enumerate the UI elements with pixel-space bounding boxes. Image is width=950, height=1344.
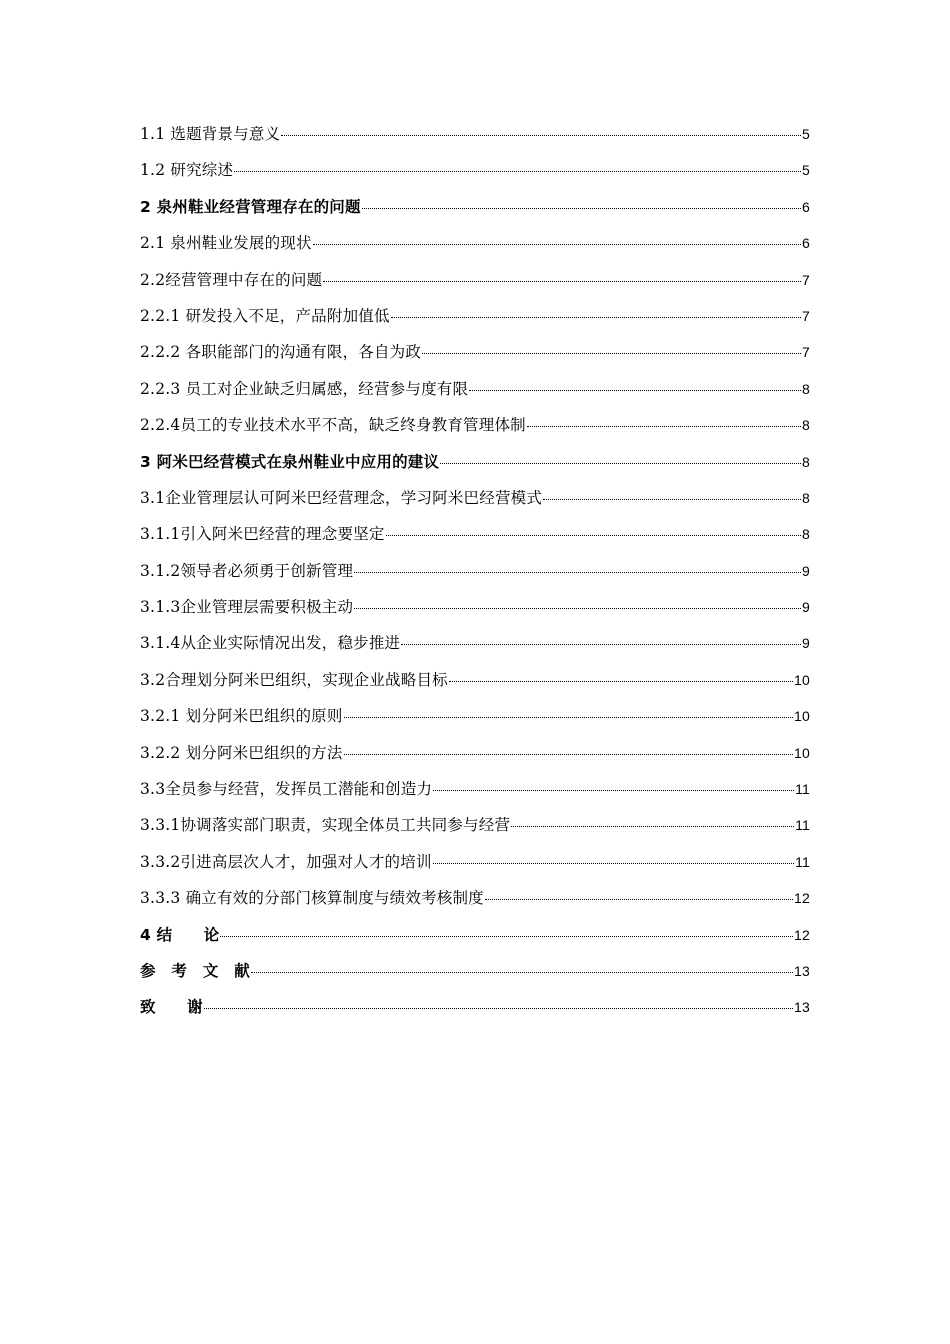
dot-leader [234,171,801,172]
toc-entry-title: 3.1.4从企业实际情况出发，稳步推进 [140,634,401,653]
toc-entry[interactable] [140,231,810,267]
dot-leader [485,899,793,900]
toc-entry-page: 8 [802,489,810,506]
toc-entry-title: 3.3.3 确立有效的分部门核算制度与绩效考核制度 [140,889,484,908]
toc-entry[interactable] [140,158,810,194]
toc-entry-title: 3.2.2 划分阿米巴组织的方法 [140,743,343,762]
toc-entry-page: 9 [802,562,810,579]
dot-leader [391,317,801,318]
dot-leader [433,863,794,864]
toc-entry[interactable] [140,631,810,667]
toc-entry-title: 1.1 选题背景与意义 [140,125,281,143]
toc-entry[interactable] [140,777,810,813]
toc-entry-title: 3.1.2领导者必须勇于创新管理 [140,561,354,580]
toc-entry[interactable] [140,413,810,449]
toc-entry-page: 13 [794,962,810,979]
table-of-contents [140,122,810,1032]
toc-entry-title: 3.1.3企业管理层需要积极主动 [140,598,354,617]
dot-leader [313,244,801,245]
toc-entry-page: 11 [795,853,810,870]
toc-entry-page: 9 [802,635,810,652]
toc-entry-page: 5 [802,126,810,142]
toc-entry-page: 7 [802,271,810,288]
toc-entry[interactable] [140,522,810,558]
toc-entry-page: 5 [802,162,810,179]
toc-entry[interactable] [140,595,810,631]
dot-leader [344,717,793,718]
dot-leader [323,281,801,282]
toc-entry-title: 3.1.1引入阿米巴经营的理念要坚定 [140,525,385,544]
toc-entry-title: 致 谢 [140,998,203,1017]
dot-leader [344,754,793,755]
toc-entry-title: 1.2 研究综述 [140,161,234,180]
toc-entry-page: 10 [794,744,810,761]
dot-leader [362,208,801,209]
toc-entry-title: 2.2.1 研发投入不足，产品附加值低 [140,306,390,325]
dot-leader [527,426,801,427]
toc-entry-title: 3.3全员参与经营，发挥员工潜能和创造力 [140,780,433,799]
toc-entry[interactable] [140,850,810,886]
toc-entry-page: 13 [794,999,810,1016]
dot-leader [469,390,801,391]
toc-entry-title: 2.2经营管理中存在的问题 [140,270,323,289]
toc-entry[interactable] [140,304,810,340]
toc-entry[interactable] [140,268,810,304]
toc-entry-page: 11 [795,817,810,834]
toc-entry[interactable] [140,668,810,704]
toc-entry-page: 12 [794,890,810,907]
dot-leader [422,353,801,354]
toc-entry[interactable] [140,195,810,231]
toc-entry[interactable] [140,886,810,922]
toc-entry-title: 2.2.2 各职能部门的沟通有限，各自为政 [140,343,422,362]
dot-leader [281,135,801,136]
dot-leader [449,681,793,682]
toc-entry-page: 10 [794,708,810,725]
toc-entry[interactable] [140,486,810,522]
toc-entry-title: 参 考 文 献 [140,961,250,980]
toc-entry-page: 8 [802,453,810,470]
toc-entry-title: 2.2.3 员工对企业缺乏归属感，经营参与度有限 [140,379,469,398]
dot-leader [433,790,794,791]
toc-entry[interactable] [140,340,810,376]
toc-entry-title: 2.2.4员工的专业技术水平不高，缺乏终身教育管理体制 [140,416,526,435]
toc-entry-page: 12 [794,926,810,943]
toc-entry[interactable] [140,122,810,158]
dot-leader [251,972,793,973]
toc-entry[interactable] [140,377,810,413]
toc-entry-title: 2.1 泉州鞋业发展的现状 [140,234,312,253]
toc-entry[interactable] [140,559,810,595]
toc-entry-page: 8 [802,526,810,543]
dot-leader [511,826,794,827]
dot-leader [543,499,801,500]
toc-entry[interactable] [140,813,810,849]
dot-leader [220,936,793,937]
dot-leader [386,535,801,536]
toc-entry[interactable] [140,923,810,959]
toc-entry-title: 2 泉州鞋业经营管理存在的问题 [140,197,361,216]
toc-entry-page: 6 [802,198,810,215]
toc-entry-page: 8 [802,417,810,434]
toc-entry[interactable] [140,704,810,740]
toc-entry-title: 4 结 论 [140,925,220,944]
dot-leader [440,463,801,464]
toc-entry-title: 3.1企业管理层认可阿米巴经营理念，学习阿米巴经营模式 [140,488,543,507]
dot-leader [401,644,801,645]
toc-entry-page: 8 [802,380,810,397]
toc-entry-page: 10 [794,671,810,688]
toc-entry[interactable] [140,450,810,486]
dot-leader [354,572,801,573]
dot-leader [204,1008,793,1009]
toc-entry[interactable] [140,959,810,995]
toc-entry-page: 7 [802,344,810,361]
dot-leader [354,608,801,609]
toc-entry-title: 3.3.2引进高层次人才，加强对人才的培训 [140,852,432,871]
toc-entry-page: 9 [802,599,810,616]
toc-entry-title: 3.2合理划分阿米巴组织，实现企业战略目标 [140,670,448,689]
toc-entry-title: 3 阿米巴经营模式在泉州鞋业中应用的建议 [140,452,440,471]
toc-entry[interactable] [140,995,810,1031]
toc-entry-title: 3.3.1协调落实部门职责，实现全体员工共同参与经营 [140,816,511,835]
toc-entry[interactable] [140,741,810,777]
toc-entry-page: 7 [802,307,810,324]
toc-entry-page: 6 [802,235,810,252]
toc-entry-page: 11 [795,781,810,798]
toc-entry-title: 3.2.1 划分阿米巴组织的原则 [140,707,343,726]
